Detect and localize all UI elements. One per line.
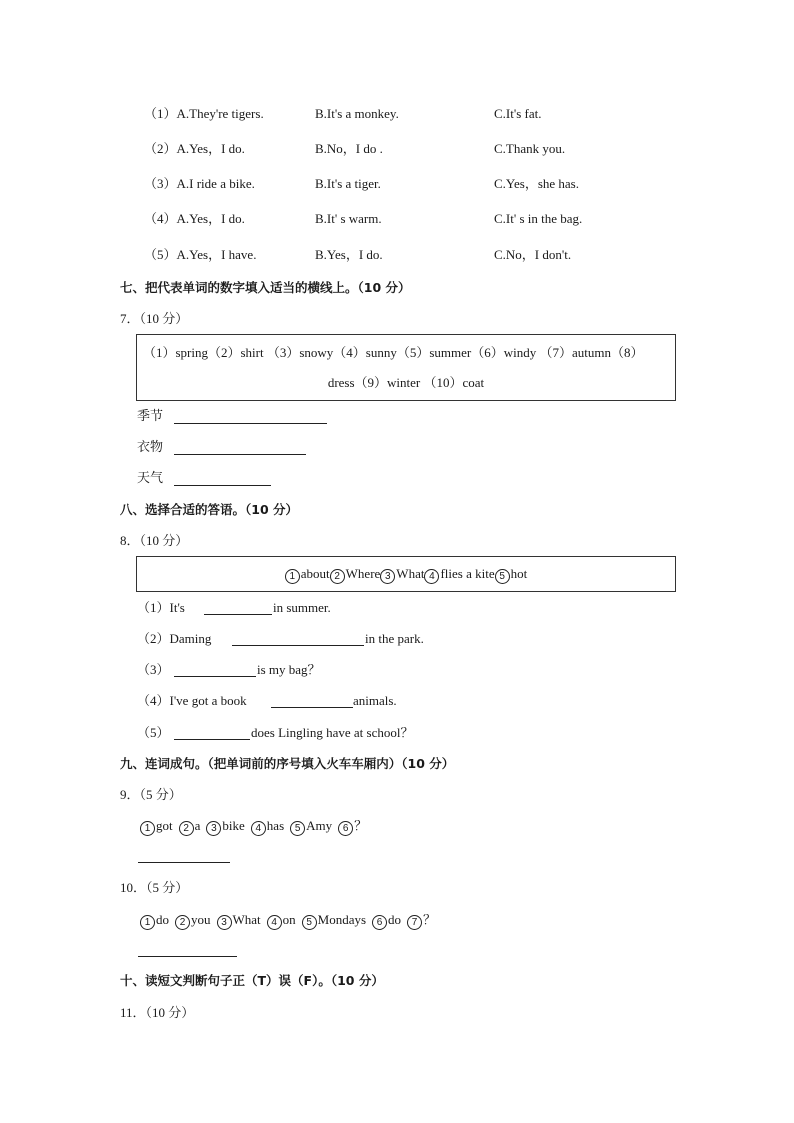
section8-heading: 八、选择合适的答语。（10 分） [120, 502, 298, 517]
item-4-suffix: animals. [353, 693, 397, 708]
option-a: A.I ride a bike. [176, 176, 255, 191]
word-number: 4 [267, 915, 282, 930]
word: got [156, 818, 173, 833]
word-chip [290, 818, 332, 836]
blank-4[interactable] [271, 707, 353, 708]
answer-line-q9[interactable] [138, 862, 230, 863]
option-b: B.No，I do . [315, 141, 383, 156]
option-a: A.Yes，I do. [176, 211, 245, 226]
blank-3[interactable] [174, 676, 256, 677]
word: bike [222, 818, 245, 833]
item-number: （1） [137, 600, 170, 615]
word-bank-line-1: （1）spring（2）shirt （3）snowy（4）sunny（5）summer（6）windy （7）autumn（8） [143, 345, 644, 360]
word: you [191, 912, 211, 927]
option-a: A.Yes，I do. [176, 141, 245, 156]
word-number: 1 [140, 821, 155, 836]
word-chip [140, 818, 173, 836]
row-number: （1） [144, 106, 177, 121]
item-1-suffix: in summer. [273, 600, 331, 615]
category-weather: 天气 [137, 471, 164, 486]
word-number: 6 [338, 821, 353, 836]
option-b: B.Yes，I do. [315, 247, 383, 262]
option-word: Where [345, 566, 381, 581]
option-b: B.It's a monkey. [315, 106, 399, 121]
option-row [144, 211, 245, 227]
word: do [388, 912, 402, 927]
option-a: A.They're tigers. [176, 106, 264, 121]
item-5-suffix: does Lingling have at school？ [251, 725, 414, 740]
word: What [232, 912, 261, 927]
question-10-label: 10．（5 分） [120, 880, 189, 895]
item-3-suffix: is my bag？ [257, 662, 321, 677]
category-clothes: 衣物 [137, 440, 164, 455]
word-number: 6 [372, 915, 387, 930]
word-number: 3 [206, 821, 221, 836]
answer-line-seasons[interactable] [174, 423, 327, 424]
option-b: B.It' s warm. [315, 211, 382, 226]
word: ？ [354, 818, 368, 833]
item-prefix: It's [169, 600, 185, 615]
row-number: （5） [144, 247, 177, 262]
row-number: （4） [144, 211, 177, 226]
option-c: C.It's fat. [494, 106, 542, 121]
word-number: 5 [290, 821, 305, 836]
item-2 [137, 631, 211, 647]
item-number: （5） [137, 725, 170, 740]
option-number: 4 [424, 569, 439, 584]
word: Amy [306, 818, 333, 833]
word: Mondays [317, 912, 367, 927]
section9-heading: 九、连词成句。（把单词前的序号填入火车车厢内）（10 分） [120, 756, 455, 771]
blank-2[interactable] [232, 645, 364, 646]
option-row [144, 141, 245, 157]
word-number: 2 [175, 915, 190, 930]
option-row [144, 106, 264, 122]
word-chip [175, 912, 211, 930]
row-number: （3） [144, 176, 177, 191]
q10-word-list [140, 912, 442, 930]
option-row [144, 247, 256, 263]
item-3 [137, 662, 170, 678]
option-word: What [396, 566, 425, 581]
section7-heading: 七、把代表单词的数字填入适当的横线上。（10 分） [120, 280, 411, 295]
item-number: （4） [137, 693, 170, 708]
word-number: 1 [140, 915, 155, 930]
q9-word-list [140, 818, 373, 836]
option-c: C.Thank you. [494, 141, 566, 156]
option-word: hot [510, 566, 528, 581]
item-5 [137, 725, 170, 741]
item-prefix: I've got a book [169, 693, 247, 708]
word-chip [407, 912, 436, 930]
option-row [144, 176, 255, 192]
options-box [136, 556, 676, 592]
item-2-suffix: in the park. [365, 631, 424, 646]
word-chip [251, 818, 284, 836]
item-number: （3） [137, 662, 170, 677]
word: a [194, 818, 201, 833]
word: do [156, 912, 169, 927]
answer-line-q10[interactable] [138, 956, 237, 957]
word-number: 5 [302, 915, 317, 930]
option-c: C.No，I don't. [494, 247, 572, 262]
blank-5[interactable] [174, 739, 250, 740]
option-number: 3 [380, 569, 395, 584]
question-7-label: 7．（10 分） [120, 311, 189, 326]
item-1 [137, 600, 185, 616]
blank-1[interactable] [204, 614, 272, 615]
question-9-label: 9．（5 分） [120, 787, 182, 802]
word-number: 2 [179, 821, 194, 836]
item-4 [137, 693, 247, 709]
word-chip [267, 912, 296, 930]
options-line [137, 566, 675, 584]
word-chip [338, 818, 367, 836]
option-number: 5 [495, 569, 510, 584]
word-chip [372, 912, 401, 930]
word-number: 4 [251, 821, 266, 836]
option-number: 2 [330, 569, 345, 584]
row-number: （2） [144, 141, 177, 156]
option-number: 1 [285, 569, 300, 584]
word: on [282, 912, 296, 927]
item-number: （2） [137, 631, 170, 646]
option-word: about [300, 566, 330, 581]
word-chip [217, 912, 261, 930]
word-chip [206, 818, 244, 836]
option-c: C.It' s in the bag. [494, 211, 583, 226]
option-b: B.It's a tiger. [315, 176, 381, 191]
word-number: 7 [407, 915, 422, 930]
option-word: flies a kite [440, 566, 495, 581]
word-chip [140, 912, 169, 930]
option-a: A.Yes，I have. [176, 247, 257, 262]
option-c: C.Yes，she has. [494, 176, 579, 191]
answer-line-weather[interactable] [174, 485, 271, 486]
word-number: 3 [217, 915, 232, 930]
category-seasons: 季节 [137, 409, 164, 424]
answer-line-clothes[interactable] [174, 454, 306, 455]
question-8-label: 8．（10 分） [120, 533, 189, 548]
word: ？ [423, 912, 437, 927]
section10-heading: 十、读短文判断句子正（T）误（F）。（10 分） [120, 973, 384, 988]
word-chip [302, 912, 366, 930]
word-bank-box [136, 334, 676, 401]
question-11-label: 11．（10 分） [120, 1005, 195, 1020]
word: has [266, 818, 285, 833]
item-prefix: Daming [169, 631, 212, 646]
word-bank-line-2: dress（9）winter （10）coat [327, 375, 485, 390]
word-chip [179, 818, 201, 836]
